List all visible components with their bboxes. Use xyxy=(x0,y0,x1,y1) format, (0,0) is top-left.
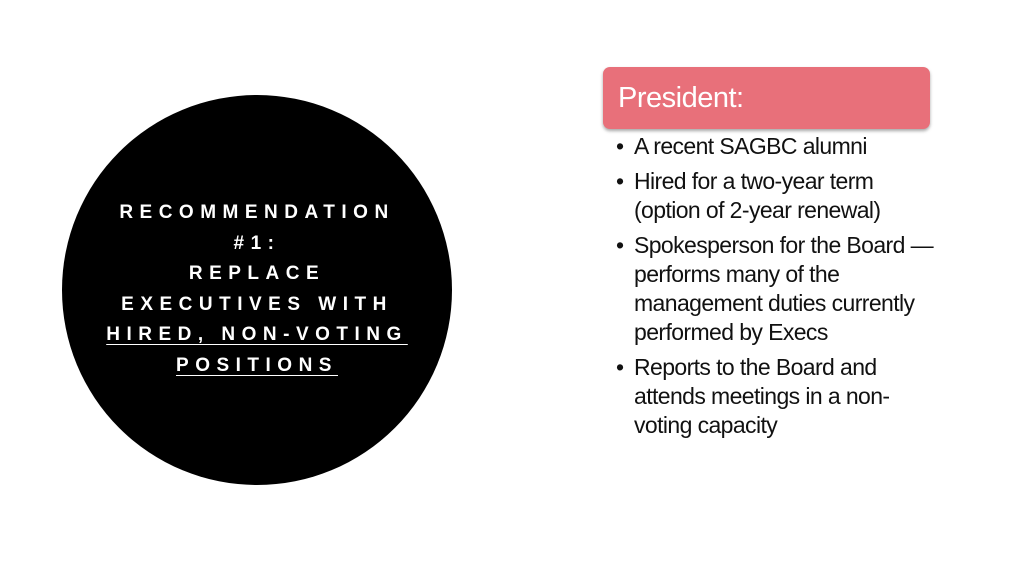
bullet-text: Hired for a two-year term (option of 2-year renewal) xyxy=(634,168,881,223)
recommendation-line-2: #1: xyxy=(233,232,281,254)
recommendation-line-3: REPLACE xyxy=(188,263,326,284)
recommendation-line-5: HIRED, NON-VOTING xyxy=(106,324,408,345)
bullet-dot-icon: • xyxy=(616,232,624,258)
bullet-text: A recent SAGBC alumni xyxy=(634,133,867,159)
recommendation-line-4: EXECUTIVES WITH xyxy=(121,293,393,315)
bullet-dot-icon: • xyxy=(616,133,624,159)
bullet-text: Reports to the Board and attends meetings in a non-voting capacity xyxy=(634,354,890,438)
president-heading-box xyxy=(603,67,930,129)
bullet-dot-icon: • xyxy=(616,168,624,194)
recommendation-line-1: RECOMMENDATION xyxy=(119,202,395,223)
bullet-item xyxy=(614,132,944,161)
bullet-text: Spokesperson for the Board — performs many of the management duties currently performed by Execs xyxy=(634,232,933,345)
president-heading: President: xyxy=(618,81,744,114)
bullet-item xyxy=(614,353,944,440)
recommendation-line-6: POSITIONS xyxy=(176,354,338,376)
bullet-item xyxy=(614,167,944,225)
bullet-dot-icon: • xyxy=(616,354,624,380)
recommendation-title xyxy=(62,198,452,381)
president-bullet-list xyxy=(614,132,944,446)
bullet-item xyxy=(614,231,944,347)
